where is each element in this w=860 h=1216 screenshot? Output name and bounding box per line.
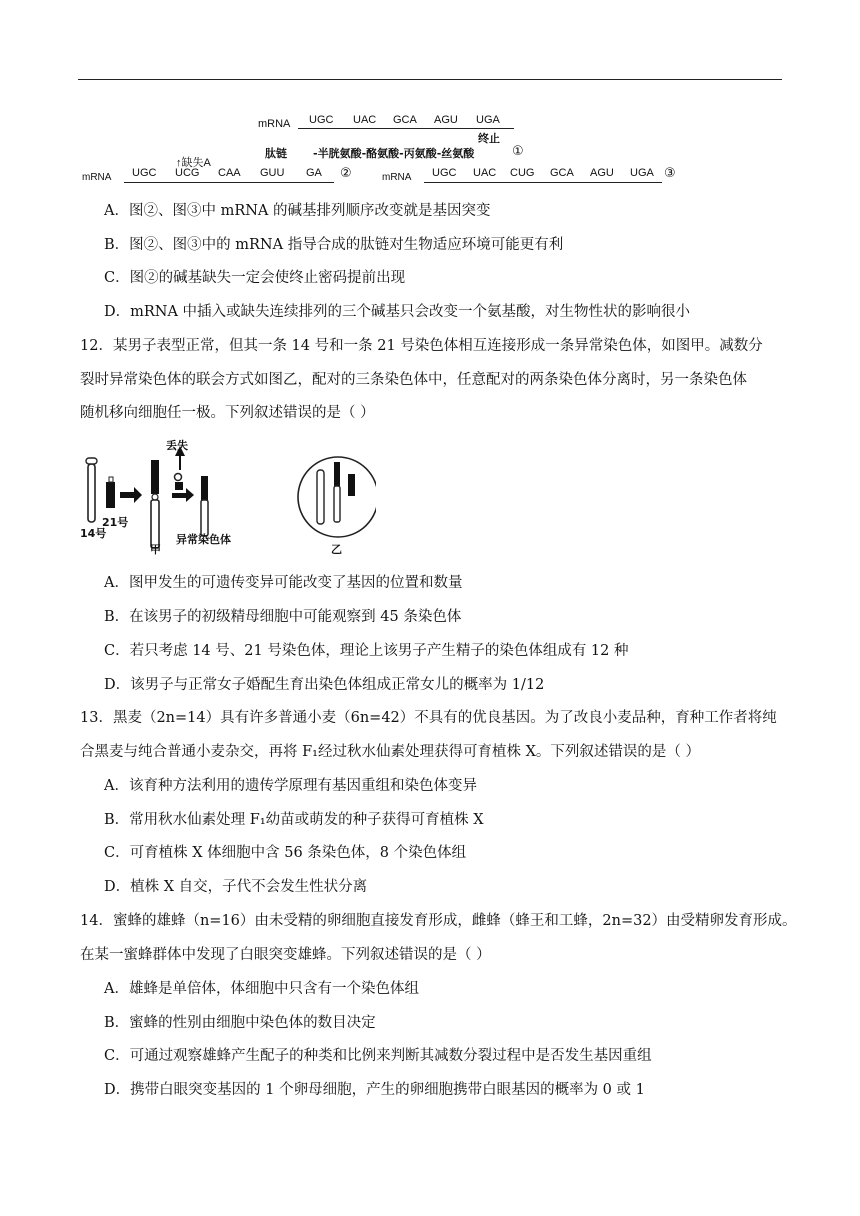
label-yi: 乙: [331, 543, 342, 556]
q14-option-c: C．可通过观察雄蜂产生配子的种类和比例来判断其减数分裂过程中是否发生基因重组: [104, 1048, 652, 1064]
q14-stem-line: 在某一蜜蜂群体中发现了白眼突变雄蜂。下列叙述错误的是（ ）: [80, 947, 491, 963]
q12-option-c: C．若只考虑 14 号、21 号染色体，理论上该男子产生精子的染色体组成有 12 种: [104, 643, 629, 659]
codon: UCG: [175, 167, 200, 179]
q13-stem-line: 合黑麦与纯合普通小麦杂交，再将 F₁经过秋水仙素处理获得可育植株 X。下列叙述错误的是（ ）: [80, 744, 701, 760]
mrna-label-row2: mRNA: [82, 172, 112, 183]
mrna-label-row3: mRNA: [382, 172, 412, 183]
codon: UAC: [353, 114, 377, 126]
q14-option-a: A．雄蜂是单倍体，体细胞中只含有一个染色体组: [104, 981, 419, 997]
marker-3: ③: [664, 165, 676, 180]
codon: UGC: [132, 167, 157, 179]
q13-stem-line: 13．黑麦（2n=14）具有许多普通小麦（6n=42）不具有的优良基因。为了改良小麦品种，育种工作者将纯: [80, 710, 777, 726]
mrna-strand-line: [298, 128, 514, 129]
mrna-strand-line: [424, 182, 662, 183]
codon: CUG: [510, 167, 535, 179]
mrna-label-row1: mRNA: [258, 118, 291, 130]
label-21: 21号: [102, 516, 129, 529]
codon: UGC: [432, 167, 457, 179]
q13-option-d: D．植株 X 自交，子代不会发生性状分离: [104, 879, 368, 895]
q13-option-a: A．该育种方法利用的遗传学原理有基因重组和染色体变异: [104, 778, 477, 794]
label-14: 14号: [80, 527, 107, 540]
label-jia: 甲: [150, 543, 161, 556]
q14-option-b: B．蜜蜂的性别由细胞中染色体的数目决定: [104, 1015, 376, 1031]
codon: GCA: [393, 114, 417, 126]
q12-option-d: D．该男子与正常女子婚配生育出染色体组成正常女儿的概率为 1/12: [104, 677, 545, 693]
q14-stem-line: 14．蜜蜂的雄蜂（n=16）由未受精的卵细胞直接发育形成，雌蜂（蜂王和工蜂，2n=32）由受精卵发育形成。: [80, 913, 797, 929]
codon: AGU: [590, 167, 614, 179]
codon: GUU: [260, 167, 285, 179]
q13-option-c: C．可育植株 X 体细胞中含 56 条染色体，8 个染色体组: [104, 845, 467, 861]
label-abnormal: 异常染色体: [176, 533, 231, 546]
q12-option-b: B．在该男子的初级精母细胞中可能观察到 45 条染色体: [104, 609, 462, 625]
lost-label: 丢失: [166, 439, 188, 452]
codon: GA: [306, 167, 322, 179]
codon: UAC: [473, 167, 497, 179]
marker-1: ①: [512, 143, 524, 158]
q14-option-d: D．携带白眼突变基因的 1 个卵母细胞，产生的卵细胞携带白眼基因的概率为 0 或 1: [104, 1082, 645, 1098]
peptide-chain: -半胱氨酸-酪氨酸-丙氨酸-丝氨酸: [313, 147, 475, 160]
peptide-label: 肽链: [265, 147, 287, 160]
q11-option-b: B．图②、图③中的 mRNA 指导合成的肽链对生物适应环境可能更有利: [104, 237, 564, 253]
stop-label: 终止: [478, 132, 500, 145]
q12-option-a: A．图甲发生的可遗传变异可能改变了基因的位置和数量: [104, 575, 463, 591]
mrna-strand-line: [124, 182, 334, 183]
q12-stem-line: 12．某男子表型正常，但其一条 14 号和一条 21 号染色体相互连接形成一条异常染色体，如图甲。减数分: [80, 338, 763, 354]
codon: UGA: [630, 167, 654, 179]
header-rule: [78, 79, 782, 80]
q12-stem-line: 随机移向细胞任一极。下列叙述错误的是（ ）: [80, 405, 375, 421]
q12-stem-line: 裂时异常染色体的联会方式如图乙，配对的三条染色体中，任意配对的两条染色体分离时，另一条染色体: [80, 372, 747, 388]
deletion-label: ↑缺失A: [176, 157, 211, 169]
q11-option-d: D．mRNA 中插入或缺失连续排列的三个碱基只会改变一个氨基酸，对生物性状的影响很小: [104, 304, 691, 320]
marker-2: ②: [340, 165, 352, 180]
codon: UGC: [309, 114, 334, 126]
codon: CAA: [218, 167, 241, 179]
q11-option-a: A．图②、图③中 mRNA 的碱基排列顺序改变就是基因突变: [104, 203, 491, 219]
codon: GCA: [550, 167, 574, 179]
codon: UGA: [476, 114, 500, 126]
q11-option-c: C．图②的碱基缺失一定会使终止密码提前出现: [104, 270, 406, 286]
codon: AGU: [434, 114, 458, 126]
q13-option-b: B．常用秋水仙素处理 F₁幼苗或萌发的种子获得可育植株 X: [104, 812, 484, 828]
